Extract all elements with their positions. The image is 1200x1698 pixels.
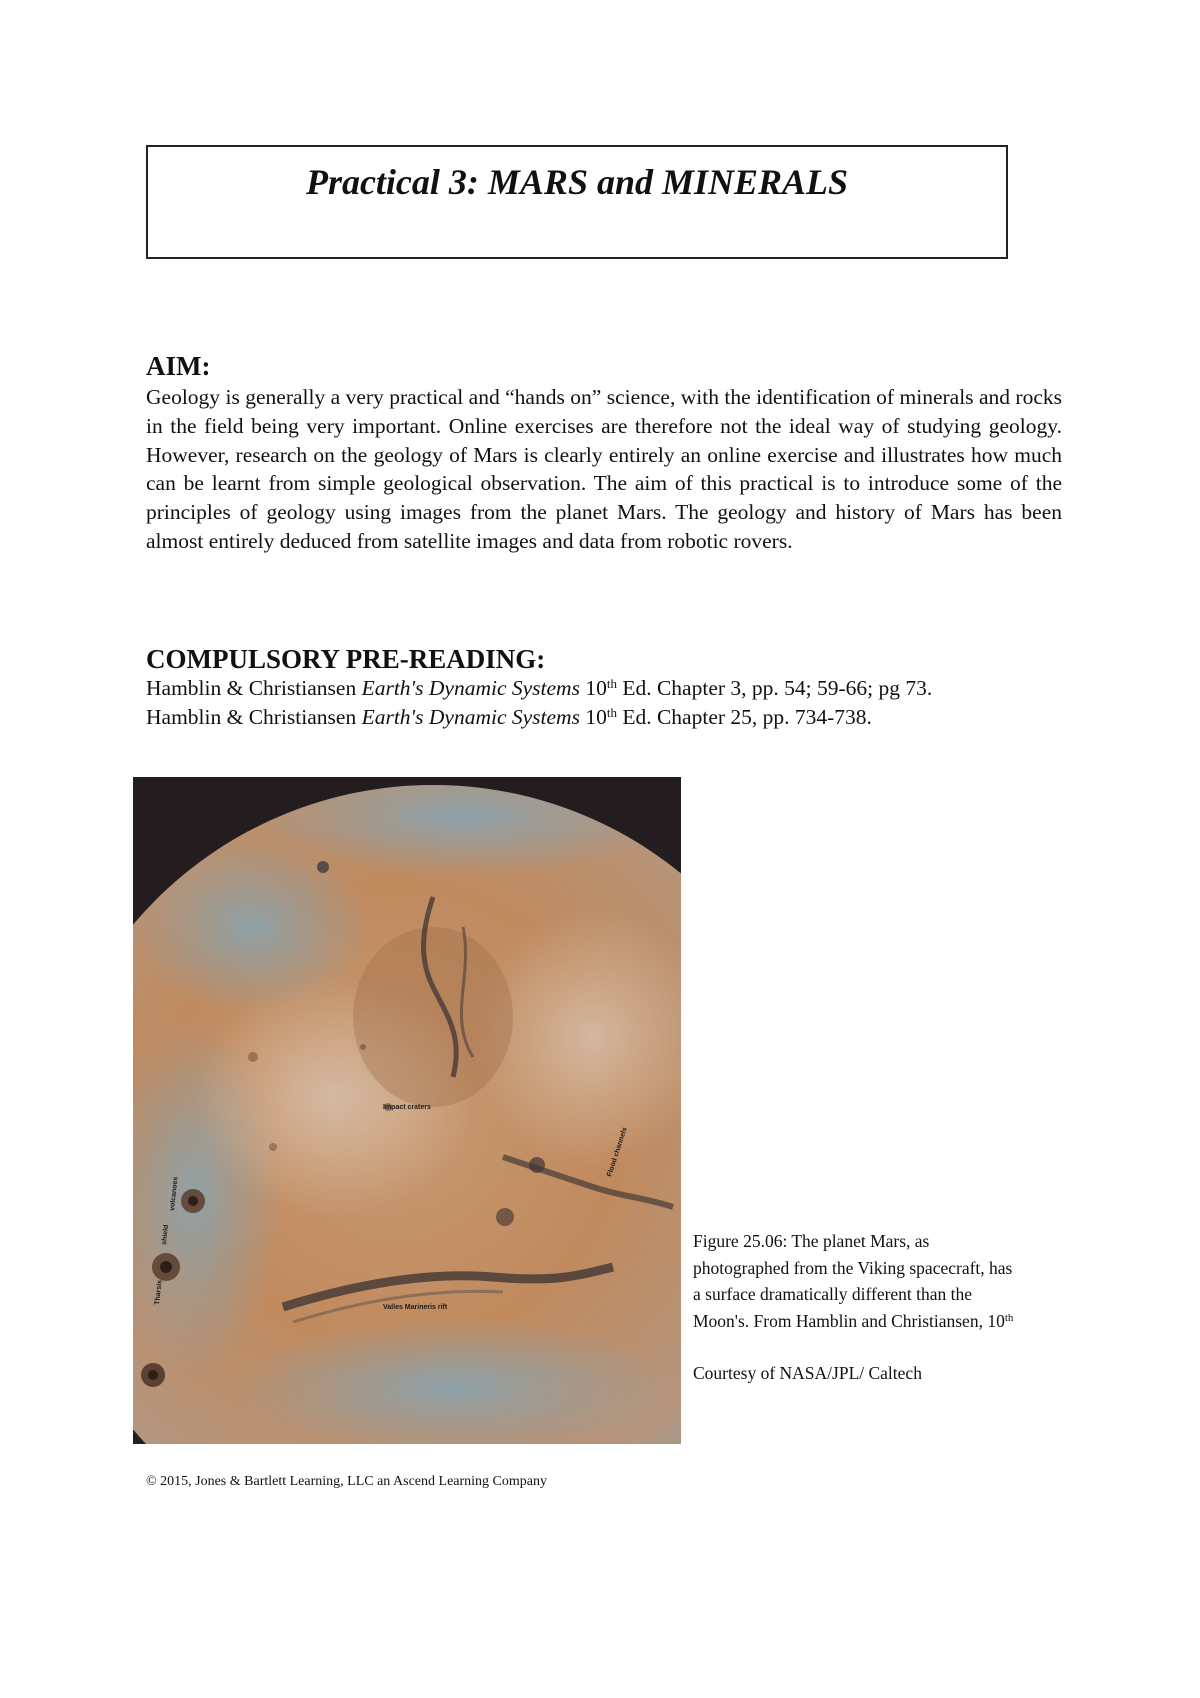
ref-edition-sup: th	[606, 676, 617, 691]
reference-line	[146, 676, 932, 701]
ref-chapter: Ed. Chapter 25, pp. 734-738.	[616, 705, 872, 729]
caption-main	[693, 1228, 1023, 1334]
mars-figure	[133, 777, 681, 1444]
page-title: Practical 3: MARS and MINERALS	[305, 162, 849, 202]
figure-credit: Courtesy of NASA/JPL/ Caltech	[693, 1363, 922, 1383]
figure-caption	[693, 1228, 1023, 1387]
ref-authors: Hamblin & Christiansen	[146, 705, 362, 729]
mars-photo	[133, 777, 681, 1444]
aim-heading: AIM:	[146, 351, 211, 381]
label-impact-craters: Impact craters	[383, 1104, 431, 1111]
prereading-heading: COMPULSORY PRE-READING:	[146, 644, 546, 674]
ref-edition: 10	[579, 676, 607, 700]
ref-authors: Hamblin & Christiansen	[146, 676, 362, 700]
ref-edition: 10	[579, 705, 607, 729]
title-box	[146, 145, 1008, 259]
ref-book: Earth's Dynamic Systems	[361, 705, 580, 729]
label-shield: shield	[161, 1224, 171, 1246]
label-flood-channels: Flood channels	[606, 1126, 629, 1178]
ref-book: Earth's Dynamic Systems	[361, 676, 580, 700]
reference-line	[146, 705, 872, 730]
ref-edition-sup: th	[606, 705, 617, 720]
copyright-notice: © 2015, Jones & Bartlett Learning, LLC an Ascend Learning Company	[146, 1474, 547, 1489]
caption-text: Figure 25.06: The planet Mars, as photographed from the Viking spacecraft, has a surface dramatically different than the Moon's. From Hamblin and Christiansen, 10	[693, 1231, 1013, 1331]
label-tharsis: Tharsis	[154, 1279, 164, 1306]
ref-chapter: Ed. Chapter 3, pp. 54; 59-66; pg 73.	[616, 676, 933, 700]
aim-paragraph: Geology is generally a very practical and “hands on” science, with the identification of minerals and rocks in the field being very important. Online exercises are therefore not the ideal way of studying geology. However, research on the geology of Mars is clearly entirely an online exercise and illustrates how much can be learnt from simple geological observation. The aim of this practical is to introduce some of the principles of geology using images from the planet Mars. The geology and history of Mars has been almost entirely deduced from satellite images and data from robotic rovers.	[146, 385, 1062, 553]
caption-sup: th	[1004, 1311, 1014, 1324]
label-valles-marineris: Valles Marineris rift	[383, 1304, 448, 1311]
label-volcanoes: volcanoes	[169, 1176, 180, 1212]
